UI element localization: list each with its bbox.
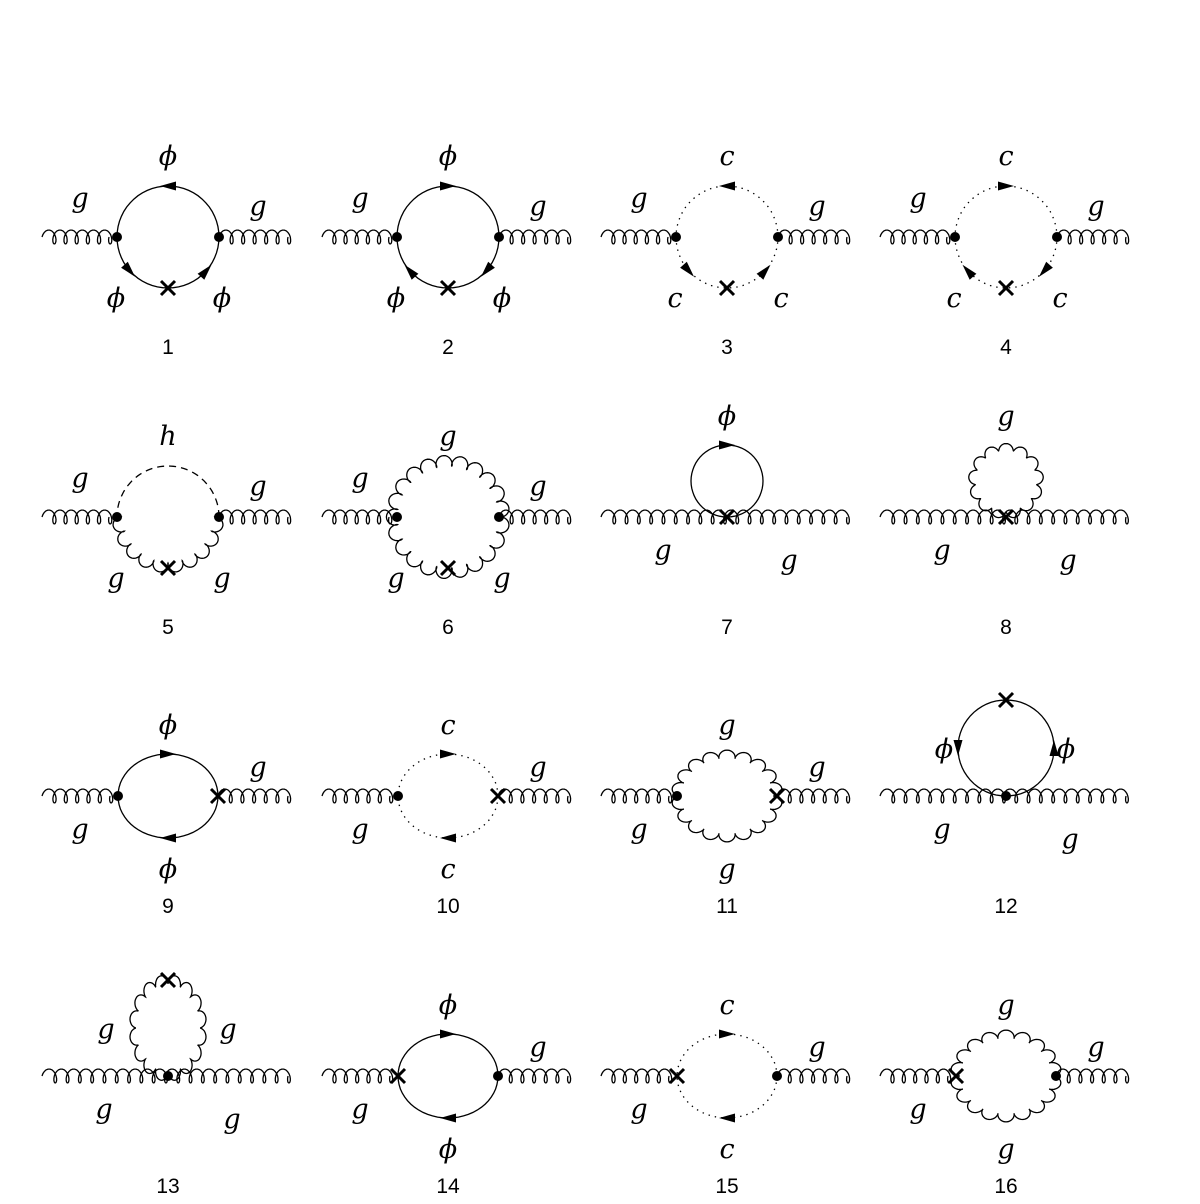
label-bottom-right: c bbox=[773, 283, 789, 314]
label-upper-right: g bbox=[249, 471, 267, 502]
vertex-dot bbox=[1052, 232, 1062, 242]
vertex-dot bbox=[772, 1071, 782, 1081]
label-left: ϕ bbox=[934, 734, 954, 765]
label-lower-left: g bbox=[630, 1094, 648, 1125]
diagram-number: 12 bbox=[994, 895, 1018, 918]
label-upper-right: g bbox=[529, 191, 547, 222]
label-lower-left: g bbox=[351, 1094, 369, 1125]
label-bottom: ϕ bbox=[438, 1134, 458, 1165]
label-bottom-left: g bbox=[933, 535, 951, 566]
gluon-loop-arc bbox=[951, 1030, 1061, 1122]
arrow-marker bbox=[440, 1114, 456, 1123]
gluon-external-left bbox=[880, 1069, 951, 1083]
diagram-16 bbox=[880, 990, 1129, 1198]
label-bottom-right: ϕ bbox=[212, 283, 232, 314]
label-bottom-left: c bbox=[946, 283, 962, 314]
label-bottom-left: c bbox=[667, 283, 683, 314]
label-upper-right: g bbox=[529, 471, 547, 502]
gluon-external-right bbox=[498, 1069, 571, 1083]
vertex-dot bbox=[950, 232, 960, 242]
gluon-external-left bbox=[601, 789, 672, 803]
diagram-6 bbox=[322, 421, 571, 639]
insertion-cross-marker bbox=[441, 561, 455, 575]
diagram-number: 14 bbox=[436, 1175, 460, 1198]
insertion-cross-marker bbox=[999, 281, 1013, 295]
label-bottom-left: g bbox=[933, 814, 951, 845]
diagram-11 bbox=[601, 710, 850, 918]
label-upper-right: g bbox=[808, 191, 826, 222]
arrow-marker bbox=[481, 262, 495, 277]
gluon-external-right bbox=[499, 510, 571, 524]
arrow-marker bbox=[1039, 262, 1053, 277]
diagram-number: 13 bbox=[156, 1175, 180, 1198]
arrow-marker bbox=[440, 834, 456, 843]
vertex-dot bbox=[672, 791, 682, 801]
diagram-number: 10 bbox=[436, 895, 460, 918]
gluon-external-right bbox=[778, 230, 850, 244]
label-upper-right: g bbox=[808, 752, 826, 783]
arrow-marker bbox=[160, 182, 176, 191]
diagram-number: 1 bbox=[162, 336, 174, 359]
diagram-number: 5 bbox=[162, 616, 174, 639]
label-bottom-left: g bbox=[95, 1094, 113, 1125]
label-top: c bbox=[440, 710, 456, 741]
diagram-3 bbox=[601, 141, 850, 359]
arrow-marker bbox=[121, 262, 135, 277]
label-top: ϕ bbox=[438, 141, 458, 172]
gluon-external-left bbox=[880, 230, 950, 244]
diagram-2 bbox=[322, 141, 571, 359]
diagram-number: 3 bbox=[721, 336, 733, 359]
label-bottom-right: c bbox=[1052, 283, 1068, 314]
vertex-dot bbox=[671, 232, 681, 242]
arrow-marker bbox=[160, 834, 176, 843]
label-top: c bbox=[719, 141, 735, 172]
label-lower-left: g bbox=[909, 1094, 927, 1125]
gluon-external-left bbox=[42, 510, 112, 524]
label-bottom: c bbox=[440, 854, 456, 885]
vertex-dot bbox=[393, 791, 403, 801]
label-upper-right: g bbox=[249, 752, 267, 783]
label-top: g bbox=[439, 421, 457, 452]
gluon-external-right bbox=[499, 230, 571, 244]
arrow-marker bbox=[719, 1114, 735, 1123]
insertion-cross-marker bbox=[770, 789, 784, 803]
vertex-dot bbox=[214, 232, 224, 242]
label-upper-left: g bbox=[351, 183, 369, 214]
gluon-external-right bbox=[1057, 230, 1129, 244]
arrow-marker bbox=[440, 182, 456, 191]
insertion-cross-marker bbox=[161, 973, 175, 987]
gluon-loop-arc bbox=[130, 976, 206, 1081]
gluon-external-right bbox=[777, 1069, 850, 1083]
insertion-cross-marker bbox=[949, 1069, 963, 1083]
diagram-13 bbox=[42, 973, 290, 1198]
vertex-dot bbox=[113, 791, 123, 801]
scalar-loop-arc bbox=[691, 445, 763, 517]
label-bottom-left: ϕ bbox=[386, 283, 406, 314]
arrow-marker bbox=[757, 265, 771, 280]
label-top: g bbox=[718, 710, 736, 741]
gluon-external-left bbox=[322, 1069, 393, 1083]
gluon-external-right bbox=[218, 789, 291, 803]
label-bottom-left: g bbox=[387, 563, 405, 594]
label-bottom-right: g bbox=[493, 563, 511, 594]
label-left: g bbox=[97, 1014, 115, 1045]
ghost-loop-arc bbox=[398, 754, 498, 838]
gluon-external-left bbox=[322, 230, 392, 244]
label-top: ϕ bbox=[158, 710, 178, 741]
label-upper-left: g bbox=[909, 183, 927, 214]
gluon-external-right bbox=[1056, 1069, 1129, 1083]
label-bottom-left: g bbox=[654, 535, 672, 566]
label-top: ϕ bbox=[158, 141, 178, 172]
gluon-external-left bbox=[322, 789, 393, 803]
gluon-loop-arc bbox=[969, 444, 1043, 518]
diagram-number: 6 bbox=[442, 616, 454, 639]
arrow-marker bbox=[719, 182, 735, 191]
label-top: h bbox=[159, 421, 177, 452]
diagram-8 bbox=[880, 401, 1128, 639]
vertex-dot bbox=[392, 232, 402, 242]
vertex-dot bbox=[1001, 791, 1011, 801]
gluon-external-left bbox=[601, 230, 671, 244]
arrow-marker bbox=[719, 441, 735, 450]
diagram-1 bbox=[42, 141, 291, 359]
higgs-loop-arc bbox=[117, 466, 219, 517]
diagram-15 bbox=[601, 990, 850, 1198]
arrow-marker bbox=[719, 1030, 735, 1039]
diagram-9 bbox=[42, 710, 291, 918]
scalar-loop-arc bbox=[398, 1034, 498, 1118]
label-top: g bbox=[997, 401, 1015, 432]
scalar-loop-arc bbox=[118, 754, 218, 838]
label-bottom-left: g bbox=[107, 563, 125, 594]
diagram-number: 7 bbox=[721, 616, 733, 639]
arrow-marker bbox=[440, 750, 456, 759]
diagram-5 bbox=[42, 421, 291, 639]
label-lower-left: g bbox=[71, 814, 89, 845]
arrow-marker bbox=[680, 262, 694, 277]
vertex-dot bbox=[392, 512, 402, 522]
vertex-dot bbox=[494, 512, 504, 522]
vertex-dot bbox=[112, 512, 122, 522]
gluon-external-left bbox=[322, 510, 392, 524]
label-bottom: c bbox=[719, 1134, 735, 1165]
arrow-marker bbox=[440, 1030, 456, 1039]
diagram-number: 11 bbox=[716, 895, 738, 918]
vertex-dot bbox=[163, 1071, 173, 1081]
label-bottom-right: g bbox=[223, 1104, 241, 1135]
vertex-dot bbox=[112, 232, 122, 242]
label-right: g bbox=[219, 1014, 237, 1045]
diagram-number: 9 bbox=[162, 895, 174, 918]
scalar-loop-arc bbox=[958, 700, 1054, 796]
label-upper-right: g bbox=[808, 1032, 826, 1063]
label-top: c bbox=[719, 990, 735, 1021]
diagram-4 bbox=[880, 141, 1129, 359]
gluon-external-right bbox=[219, 230, 291, 244]
label-upper-right: g bbox=[529, 752, 547, 783]
gluon-external-left bbox=[42, 789, 113, 803]
gluon-external-left bbox=[601, 1069, 672, 1083]
gluon-external-right bbox=[498, 789, 571, 803]
label-top: ϕ bbox=[717, 401, 737, 432]
diagram-number: 2 bbox=[442, 336, 454, 359]
label-bottom-right: g bbox=[1059, 545, 1077, 576]
label-lower-left: g bbox=[351, 814, 369, 845]
gluon-external-left bbox=[42, 230, 112, 244]
label-bottom: ϕ bbox=[158, 854, 178, 885]
insertion-cross-marker bbox=[491, 789, 505, 803]
label-upper-right: g bbox=[529, 1032, 547, 1063]
diagram-number: 16 bbox=[994, 1175, 1018, 1198]
label-upper-left: g bbox=[71, 463, 89, 494]
label-bottom-right: ϕ bbox=[492, 283, 512, 314]
vertex-dot bbox=[493, 1071, 503, 1081]
label-bottom: g bbox=[718, 854, 736, 885]
label-upper-right: g bbox=[1087, 191, 1105, 222]
arrow-marker bbox=[963, 265, 977, 280]
label-upper-left: g bbox=[71, 183, 89, 214]
label-bottom: g bbox=[997, 1134, 1015, 1165]
label-upper-left: g bbox=[630, 183, 648, 214]
ghost-loop-arc bbox=[677, 1034, 777, 1118]
gluon-loop-arc bbox=[113, 517, 223, 572]
vertex-dot bbox=[214, 512, 224, 522]
arrow-marker bbox=[954, 740, 963, 756]
arrow-marker bbox=[160, 750, 176, 759]
diagram-number: 4 bbox=[1000, 336, 1012, 359]
label-top: g bbox=[997, 990, 1015, 1021]
insertion-cross-marker bbox=[670, 1069, 684, 1083]
vertex-dot bbox=[773, 232, 783, 242]
vertex-dot bbox=[1051, 1071, 1061, 1081]
vertex-dot bbox=[494, 232, 504, 242]
diagram-7 bbox=[601, 401, 849, 639]
label-top: ϕ bbox=[438, 990, 458, 1021]
label-upper-right: g bbox=[249, 191, 267, 222]
label-bottom-right: g bbox=[780, 545, 798, 576]
label-bottom-right: g bbox=[213, 563, 231, 594]
insertion-cross-marker bbox=[720, 281, 734, 295]
diagram-number: 8 bbox=[1000, 616, 1012, 639]
diagram-number: 15 bbox=[715, 1175, 739, 1198]
label-top: c bbox=[998, 141, 1014, 172]
diagram-14 bbox=[322, 990, 571, 1198]
gluon-loop-arc bbox=[386, 456, 509, 579]
arrow-marker bbox=[998, 182, 1014, 191]
diagram-10 bbox=[322, 710, 571, 918]
label-bottom-right: g bbox=[1061, 824, 1079, 855]
gluon-external-right bbox=[219, 510, 291, 524]
label-upper-left: g bbox=[351, 463, 369, 494]
label-bottom-left: ϕ bbox=[106, 283, 126, 314]
label-upper-right: g bbox=[1087, 1032, 1105, 1063]
label-lower-left: g bbox=[630, 814, 648, 845]
gluon-loop-arc bbox=[672, 750, 782, 842]
gluon-external-right bbox=[777, 789, 850, 803]
label-right: ϕ bbox=[1056, 734, 1076, 765]
diagram-12 bbox=[880, 693, 1128, 918]
